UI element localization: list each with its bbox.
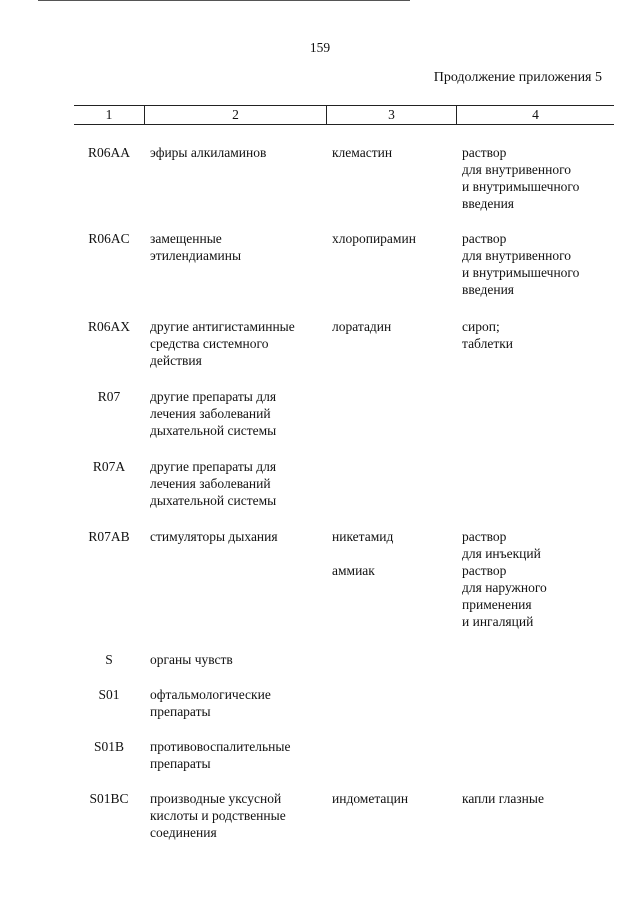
row-code: R07A (92, 459, 126, 474)
row-name (150, 651, 320, 668)
row-drug-line: хлоропирамин (332, 231, 416, 246)
row-name-line: органы чувств (150, 652, 233, 667)
row-name-line: другие антигистаминные (150, 319, 295, 334)
row-form-line: и внутримышечного (462, 265, 580, 280)
table-header-row (74, 105, 614, 125)
row-drug-second (332, 562, 452, 579)
row-name-line: дыхательной системы (150, 423, 277, 438)
row-form-line: раствор (462, 231, 507, 246)
row-drug-line: аммиак (332, 563, 375, 578)
row-form-line: применения (462, 597, 532, 612)
row-form (462, 790, 622, 807)
row-form-line: введения (462, 282, 515, 297)
row-form-line: для наружного (462, 580, 547, 595)
row-form-line: для внутривенного (462, 162, 572, 177)
row-name (150, 318, 320, 369)
row-drug-line: клемастин (332, 145, 393, 160)
row-name (150, 790, 320, 841)
row-form-line: таблетки (462, 336, 514, 351)
row-name-line: средства системного (150, 336, 269, 351)
row-drug-line: лоратадин (332, 319, 392, 334)
row-name (150, 738, 320, 772)
header-col-1: 1 (105, 107, 113, 122)
row-name (150, 458, 320, 509)
row-name-line: препараты (150, 756, 211, 771)
row-form-line: раствор (462, 145, 507, 160)
row-form-line: введения (462, 196, 515, 211)
row-name-line: лечения заболеваний (150, 406, 271, 421)
row-form (462, 318, 622, 352)
top-border-line (38, 0, 410, 1)
row-code: R07 (97, 389, 121, 404)
row-name-line: замещенные (150, 231, 222, 246)
row-code: R06AX (87, 319, 130, 334)
header-col-2: 2 (232, 107, 239, 122)
row-drug (332, 144, 452, 161)
row-form (462, 144, 622, 212)
row-code: S01BC (89, 791, 129, 806)
row-drug (332, 230, 452, 247)
row-name (150, 528, 320, 545)
row-code: R06AA (87, 145, 130, 160)
continuation-title: Продолжение приложения 5 (433, 70, 602, 85)
row-form-line: капли глазные (462, 791, 544, 806)
row-name-line: офтальмологические (150, 687, 271, 702)
row-name-line: производные уксусной (150, 791, 282, 806)
row-drug-line: никетамид (332, 529, 394, 544)
row-name (150, 388, 320, 439)
row-form-line: для инъекций (462, 546, 541, 561)
row-drug (332, 790, 452, 807)
row-name-line: дыхательной системы (150, 493, 277, 508)
row-name-line: другие препараты для (150, 459, 277, 474)
row-form-line: раствор (462, 563, 507, 578)
row-name-line: другие препараты для (150, 389, 277, 404)
row-form-second (462, 562, 622, 630)
row-code: S (105, 652, 113, 667)
row-form-line: и ингаляций (462, 614, 534, 629)
row-name-line: противовоспалительные (150, 739, 291, 754)
row-name-line: эфиры алкиламинов (150, 145, 267, 160)
row-form-line: и внутримышечного (462, 179, 580, 194)
row-form-line: для внутривенного (462, 248, 572, 263)
page-number: 159 (309, 40, 331, 55)
row-name-line: кислоты и родственные (150, 808, 286, 823)
row-name-line: стимуляторы дыхания (150, 529, 278, 544)
row-code: R06AC (88, 231, 130, 246)
row-code: R07AB (88, 529, 130, 544)
row-name-line: лечения заболеваний (150, 476, 271, 491)
row-form-line: сироп; (462, 319, 500, 334)
row-name (150, 686, 320, 720)
row-form (462, 230, 622, 298)
row-name-line: соединения (150, 825, 217, 840)
header-col-3: 3 (388, 107, 395, 122)
row-name (150, 230, 320, 264)
row-form-line: раствор (462, 529, 507, 544)
row-form (462, 528, 622, 562)
row-code: S01B (93, 739, 124, 754)
row-name-line: действия (150, 353, 202, 368)
row-drug-line: индометацин (332, 791, 409, 806)
row-name-line: этилендиамины (150, 248, 242, 263)
row-drug (332, 528, 452, 545)
row-code: S01 (98, 687, 120, 702)
row-drug (332, 318, 452, 335)
row-name-line: препараты (150, 704, 211, 719)
header-col-4: 4 (532, 107, 539, 122)
row-name (150, 144, 320, 161)
